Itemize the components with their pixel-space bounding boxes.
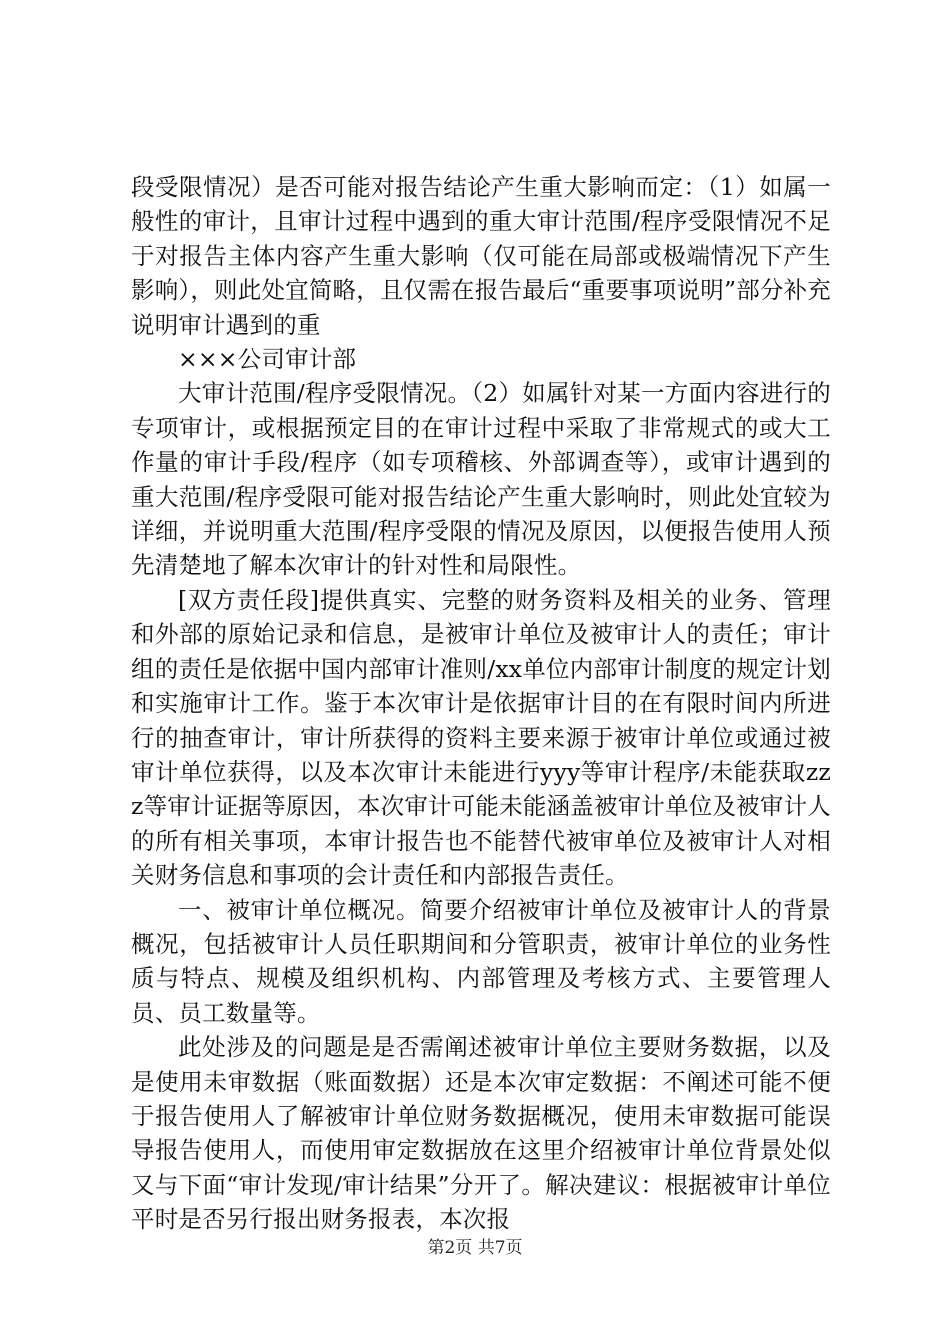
paragraph-company-audit-department: ×××公司审计部 <box>178 345 357 374</box>
page-number-footer: 第2页 共7页 <box>427 1238 523 1258</box>
paragraph-scope-limitation-continued: 段受限情况）是否可能对报告结论产生重大影响而定：（1）如属一般性的审计，且审计过程中遇到的重大审计范围/程序受限情况不足于对报告主体内容产生重大影响（仅可能在局部或极端情况下产生影响），则此处宜简略，且仅需在报告最后“重要事项说明”部分补充说明审计遇到的重 <box>131 173 831 339</box>
paragraph-financial-data-issue: 此处涉及的问题是是否需阐述被审计单位主要财务数据，以及是使用未审数据（账面数据）还是本次审定数据：不阐述可能不便于报告使用人了解被审计单位财务数据概况，使用未审数据可能误导报告使用人，而使用审定数据放在这里介绍被审计单位背景处似又与下面“审计发现/审计结果”分开了。解决建议：根据被审计单位平时是否另行报出财务报表，本次报 <box>131 1033 831 1234</box>
paragraph-mutual-responsibility: [双方责任段]提供真实、完整的财务资料及相关的业务、管理和外部的原始记录和信息，是被审计单位及被审计人的责任；审计组的责任是依据中国内部审计准则/xx单位内部审计制度的规定计划和实施审计工作。鉴于本次审计是依据审计目的在有限时间内所进行的抽查审计，审计所获得的资料主要来源于被审计单位或通过被审计单位获得，以及本次审计未能进行yyy等审计程序/未能获取zzz等审计证据等原因，本次审计可能未能涵盖被审计单位及被审计人的所有相关事项，本审计报告也不能替代被审单位及被审计人对相关财务信息和事项的会计责任和内部报告责任。 <box>131 585 831 890</box>
paragraph-major-scope-limitation: 大审计范围/程序受限情况。（2）如属针对某一方面内容进行的专项审计，或根据预定目的在审计过程中采取了非常规式的或大工作量的审计手段/程序（如专项稽核、外部调查等），或审计遇到的重大范围/程序受限可能对报告结论产生重大影响时，则此处宜较为详细，并说明重大范围/程序受限的情况及原因，以便报告使用人预先清楚地了解本次审计的针对性和局限性。 <box>131 379 831 580</box>
document-body <box>131 170 831 1237</box>
paragraph-audited-unit-overview: 一、被审计单位概况。简要介绍被审计单位及被审计人的背景概况，包括被审计人员任职期间和分管职责，被审计单位的业务性质与特点、规模及组织机构、内部管理及考核方式、主要管理人员、员工数量等。 <box>131 895 831 1027</box>
